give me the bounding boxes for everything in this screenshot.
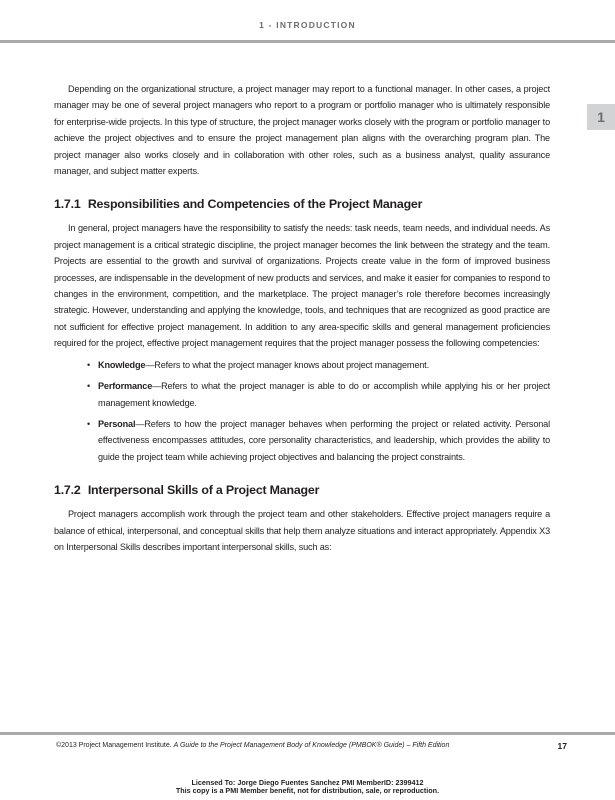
intro-paragraph: Depending on the organizational structure, a project manager may report to a functional manager. In other cases, a project manager may be one of several project managers who report to a program or portfolio manager who is ultimately responsible for enterprise-wide projects. In this type of structure, the project manager works closely with the program or portfolio manager to achieve the project objectives and to ensure the project management plan aligns with the overarching program plan. The project manager also works closely and in collaboration with other roles, such as a business analyst, quality assurance manager, and subject matter experts. [54,84,550,177]
responsibilities-paragraph: In general, project managers have the responsibility to satisfy the needs: task needs, team needs, and individual needs. As project management is a critical strategic discipline, the project manager becomes the link between the strategy and the team. Projects are essential to the growth and survival of organizations. Projects create value in the form of improved business processes, are indispensable in the development of new products and services, and make it easier for companies to respond to changes in the environment, competition, and the marketplace. The project manager’s role therefore becomes increasingly strategic. However, understanding and applying the knowledge, tools, and techniques that are recognized as good practice are not sufficient for effective project management. In addition to any area-specific skills and general management proficiencies required for the project, effective project management requires that the project manager possess the following competencies: [54,223,550,349]
section-heading-1-7-1 [54,196,550,212]
competency-term: Personal [98,418,136,429]
competencies-list [54,357,550,465]
license-line-1: Licensed To: Jorge Diego Fuentes Sanchez PMI MemberID: 2399412 [191,778,424,787]
section-number: 1.7.1 [54,197,81,212]
bullet-icon: • [87,359,91,370]
list-item [54,416,550,465]
list-item [54,378,550,411]
section-number: 1.7.2 [54,483,81,498]
list-item [54,357,550,373]
footer-book-title: A Guide to the Project Management Body of Knowledge (PMBOK® Guide) – Fifth Edition [173,742,450,749]
page-body [54,81,550,555]
header-rule [0,40,615,43]
competency-description: —Refers to how the project manager behaves when performing the project or related activity. Personal effectiveness encompasses attitudes, core personality characteristics, and leadership, which provides the ability to guide the project team while achieving project objectives and balancing the project constraints. [98,418,550,462]
footer-citation [56,742,566,749]
section-title: Interpersonal Skills of a Project Manager [87,483,320,498]
chapter-tab: 1 [587,104,615,130]
competency-description: —Refers to what the project manager knows about project management. [145,359,429,370]
section-title: Responsibilities and Competencies of the Project Manager [87,197,423,212]
running-head: 1 - INTRODUCTION [259,20,356,30]
license-line-2: This copy is a PMI Member benefit, not for distribution, sale, or reproduction. [175,786,440,795]
competency-term: Knowledge [98,359,146,370]
competency-description: —Refers to what the project manager is able to do or accomplish while applying his or her project management knowledge. [98,381,550,408]
bullet-icon: • [87,381,91,392]
section-heading-1-7-2 [54,482,550,498]
interpersonal-skills-paragraph: Project managers accomplish work through the project team and other stakeholders. Effective project managers require a balance of ethical, interpersonal, and conceptual skills that help them analyze situations and interact appropriately. Appendix X3 on Interpersonal Skills describes important interpersonal skills, such as: [54,509,550,552]
bullet-icon: • [87,418,91,429]
competency-term: Performance [98,381,153,392]
license-notice [0,779,615,795]
page-number: 17 [557,741,567,751]
footer-rule [0,732,615,735]
footer-copyright: ©2013 Project Management Institute. [56,742,172,749]
